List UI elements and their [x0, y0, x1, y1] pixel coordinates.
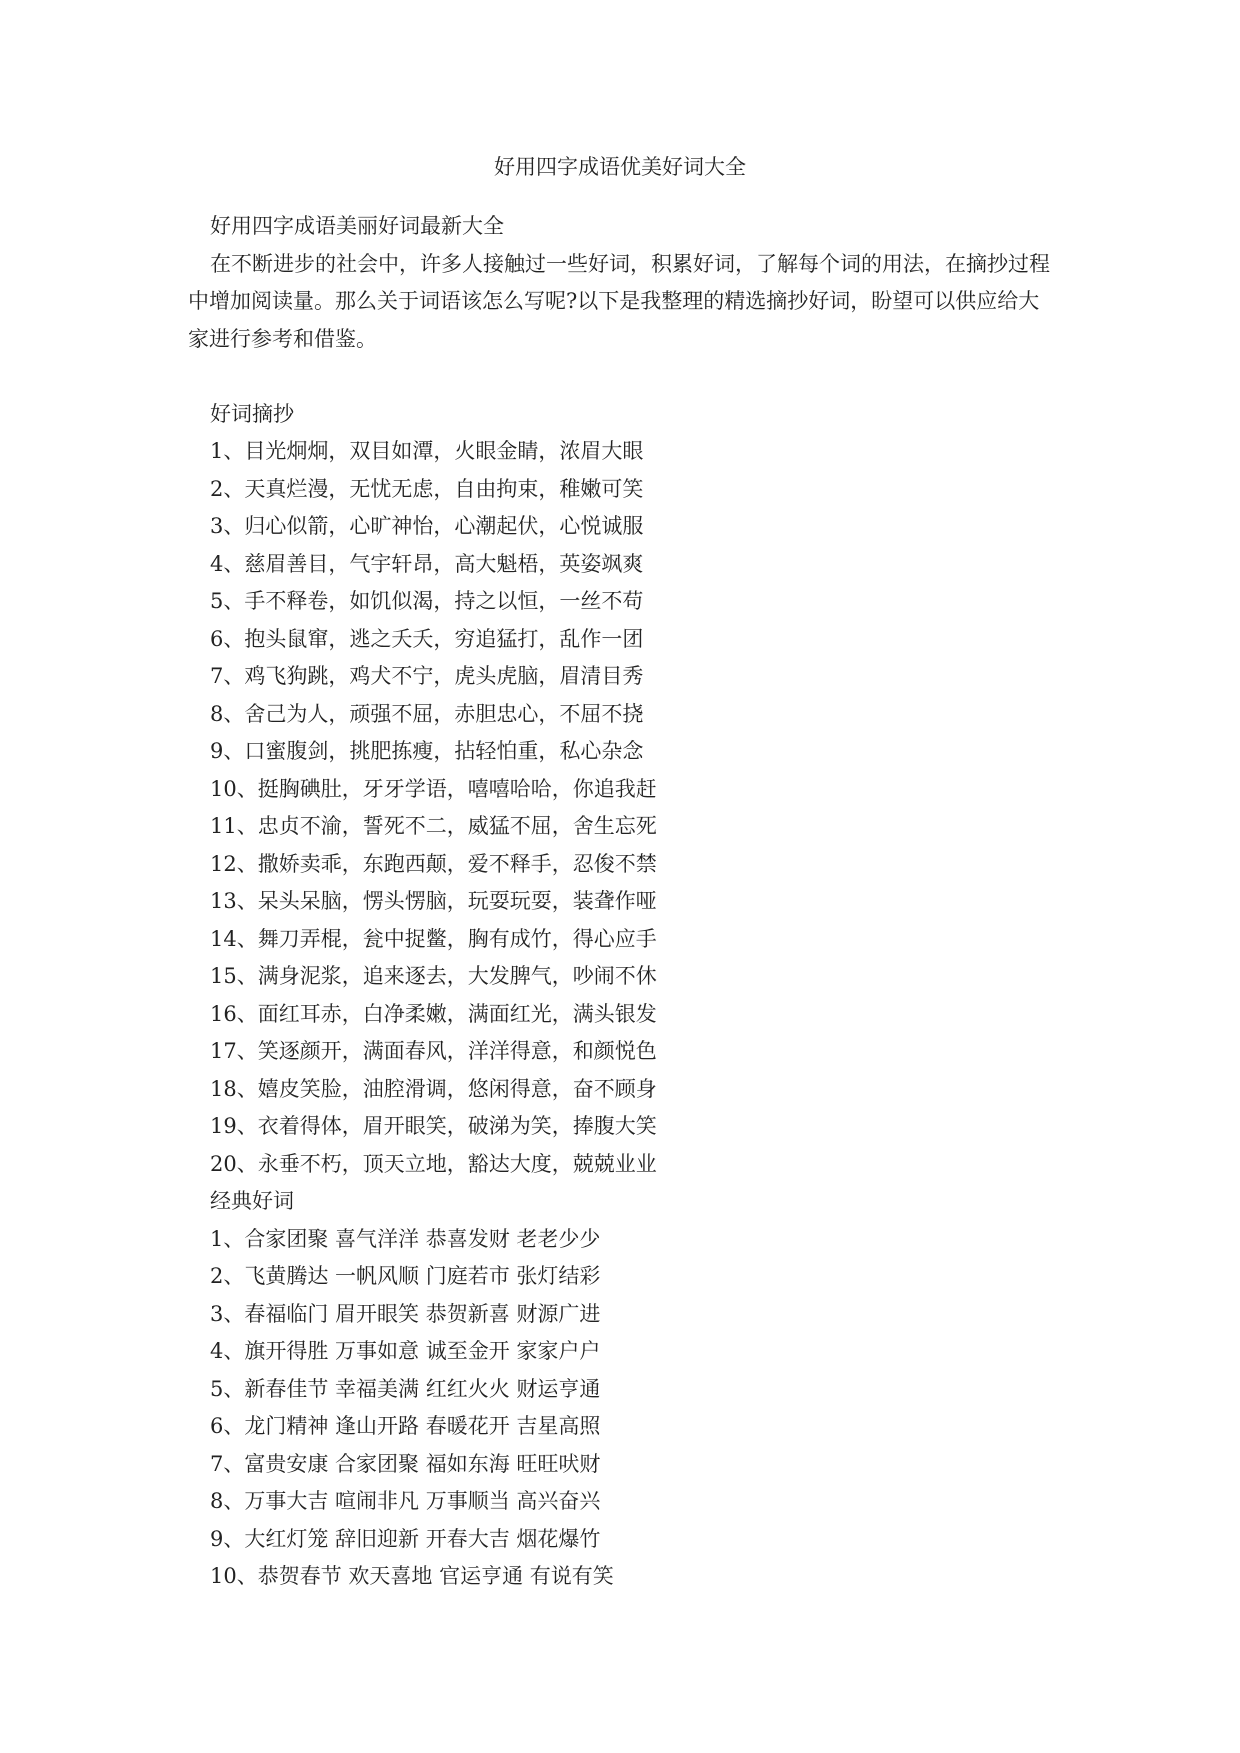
- list-item: 4、旗开得胜 万事如意 诚至金开 家家户户: [210, 1339, 601, 1363]
- list-item: 2、飞黄腾达 一帆风顺 门庭若市 张灯结彩: [210, 1264, 601, 1288]
- list-item: 4、慈眉善目，气宇轩昂，高大魁梧，英姿飒爽: [210, 551, 644, 576]
- list-item: 17、笑逐颜开，满面春风，洋洋得意，和颜悦色: [210, 1039, 657, 1063]
- list-item: 8、万事大吉 喧闹非凡 万事顺当 高兴奋兴: [210, 1489, 601, 1513]
- list-item: 6、抱头鼠窜，逃之夭夭，穷追猛打，乱作一团: [210, 626, 644, 651]
- list-item: 2、天真烂漫，无忧无虑，自由拘束，稚嫩可笑: [210, 476, 644, 501]
- list-item: 9、大红灯笼 辞旧迎新 开春大吉 烟花爆竹: [210, 1526, 601, 1551]
- list-item: 20、永垂不朽，顶天立地，豁达大度，兢兢业业: [210, 1151, 657, 1176]
- subtitle: 好用四字成语美丽好词最新大全: [210, 214, 504, 238]
- list-item: 12、撒娇卖乖，东跑西颠，爱不释手，忍俊不禁: [210, 851, 657, 876]
- list-item: 3、春福临门 眉开眼笑 恭贺新喜 财源广进: [210, 1301, 601, 1326]
- list-item: 7、鸡飞狗跳，鸡犬不宁，虎头虎脑，眉清目秀: [210, 664, 644, 688]
- classic-list: [188, 1221, 1058, 1596]
- document-title: 好用四字成语优美好词大全: [494, 155, 746, 179]
- list-item: 10、恭贺春节 欢天喜地 官运亨通 有说有笑: [210, 1564, 614, 1588]
- list-item: 18、嬉皮笑脸，油腔滑调，悠闲得意，奋不顾身: [210, 1076, 657, 1101]
- section-heading-excerpts: 好词摘抄: [210, 401, 294, 426]
- list-item: 5、手不释卷，如饥似渴，持之以恒，一丝不苟: [210, 589, 644, 613]
- list-item: 14、舞刀弄棍，瓮中捉鳖，胸有成竹，得心应手: [210, 926, 657, 951]
- excerpt-list: [188, 433, 1058, 1183]
- document-body: [188, 208, 1058, 1596]
- list-item: 15、满身泥浆，追来逐去，大发脾气，吵闹不休: [210, 964, 657, 988]
- list-item: 9、口蜜腹剑，挑肥拣瘦，拈轻怕重，私心杂念: [210, 739, 644, 763]
- list-item: 13、呆头呆脑，愣头愣脑，玩耍玩耍，装聋作哑: [210, 889, 657, 913]
- intro-paragraph: 在不断进步的社会中，许多人接触过一些好词，积累好词，了解每个词的用法，在摘抄过程中增加阅读量。那么关于词语该怎么写呢?以下是我整理的精选摘抄好词，盼望可以供应给大家进行参考和借鉴。: [188, 251, 1050, 351]
- list-item: 3、归心似箭，心旷神怡，心潮起伏，心悦诚服: [210, 514, 644, 538]
- list-item: 16、面红耳赤，白净柔嫩，满面红光，满头银发: [210, 1001, 657, 1026]
- list-item: 6、龙门精神 逢山开路 春暖花开 吉星高照: [210, 1414, 601, 1438]
- list-item: 8、舍己为人，顽强不屈，赤胆忠心，不屈不挠: [210, 701, 644, 726]
- list-item: 1、目光炯炯，双目如潭，火眼金睛，浓眉大眼: [210, 439, 644, 463]
- list-item: 11、忠贞不渝，誓死不二，威猛不屈，舍生忘死: [210, 814, 657, 838]
- section-heading-classic: 经典好词: [210, 1189, 294, 1213]
- list-item: 1、合家团聚 喜气洋洋 恭喜发财 老老少少: [210, 1226, 601, 1251]
- list-item: 7、富贵安康 合家团聚 福如东海 旺旺吠财: [210, 1451, 601, 1476]
- list-item: 10、挺胸碘肚，牙牙学语，嘻嘻哈哈，你追我赶: [210, 776, 657, 801]
- list-item: 5、新春佳节 幸福美满 红红火火 财运亨通: [210, 1376, 601, 1401]
- blank-line: [188, 358, 1058, 396]
- list-item: 19、衣着得体，眉开眼笑，破涕为笑，捧腹大笑: [210, 1114, 657, 1138]
